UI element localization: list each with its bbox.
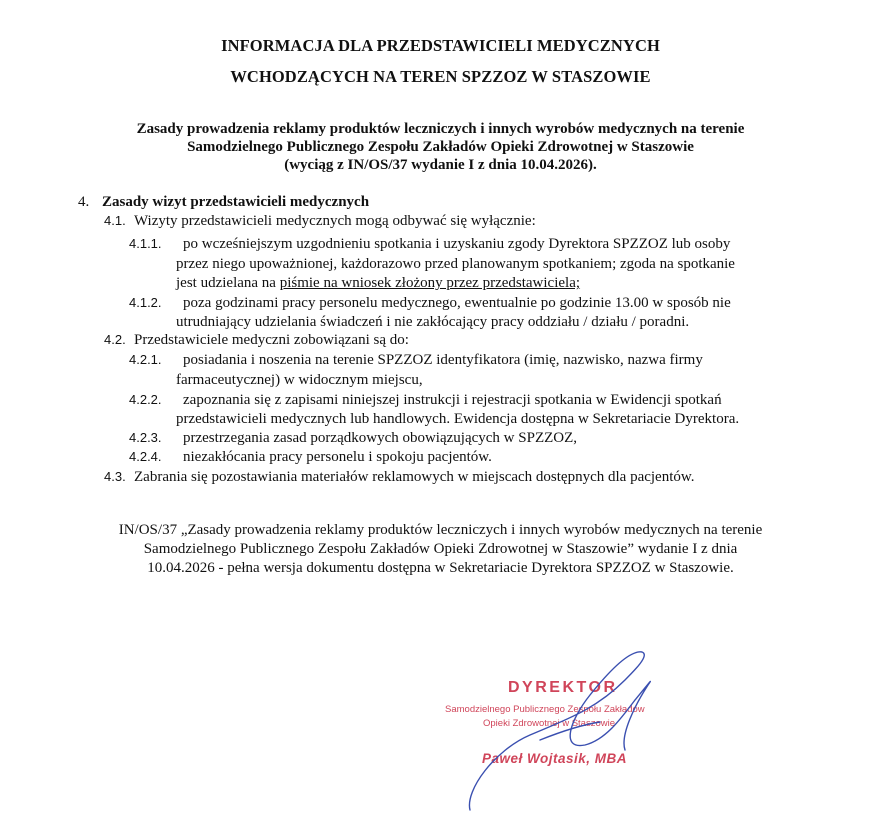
item-text-4-2-4: niezakłócania pracy personelu i spokoju pacjentów. bbox=[183, 449, 492, 465]
stamp-title: DYREKTOR bbox=[508, 679, 618, 696]
footer-line2: Samodzielnego Publicznego Zespołu Zakładów Opieki Zdrowotnej w Staszowie” wydanie I z dnia bbox=[143, 541, 738, 557]
item-text-4-1-2-line1: poza godzinami pracy personelu medycznego, ewentualnie po godzinie 13.00 w sposób nie bbox=[183, 295, 731, 311]
item-text-4-2-3: przestrzegania zasad porządkowych obowiązujących w SPZZOZ, bbox=[183, 430, 578, 446]
director-stamp bbox=[420, 640, 740, 820]
item-number-4-1: 4.1. bbox=[104, 213, 126, 228]
item-number-4-2-2: 4.2.2. bbox=[129, 392, 162, 407]
item-text-4-1-2-line2: utrudniający udzielania świadczeń i nie zakłócający pracy oddziału / działu / poradni. bbox=[176, 314, 690, 330]
item-text-4-2-1-line2: farmaceutycznej) w widocznym miejscu, bbox=[176, 372, 423, 388]
section-heading: Zasady wizyt przedstawicieli medycznych bbox=[102, 194, 370, 210]
document-title-line2: WCHODZĄCYCH NA TEREN SPZZOZ W STASZOWIE bbox=[230, 67, 651, 86]
item-number-4-1-2: 4.1.2. bbox=[129, 295, 162, 310]
item-number-4-1-1: 4.1.1. bbox=[129, 236, 162, 251]
item-text-4-1-1-line3 bbox=[176, 274, 580, 292]
stamp-line2: Opieki Zdrowotnej w Staszowie bbox=[483, 718, 615, 729]
section-number: 4. bbox=[78, 194, 90, 210]
subtitle-line3: (wyciąg z IN/OS/37 wydanie I z dnia 10.04.2026). bbox=[284, 157, 597, 173]
signature-icon bbox=[469, 652, 650, 810]
footer-line1: IN/OS/37 „Zasady prowadzenia reklamy produktów leczniczych i innych wyrobów medycznych na terenie bbox=[118, 522, 763, 538]
item-number-4-2-4: 4.2.4. bbox=[129, 449, 162, 464]
footer-line3: 10.04.2026 - pełna wersja dokumentu dostępna w Sekretariacie Dyrektora SPZZOZ w Staszowie. bbox=[147, 560, 734, 576]
item-text-4-1-1-line1: po wcześniejszym uzgodnieniu spotkania i uzyskaniu zgody Dyrektora SPZZOZ lub osoby bbox=[183, 236, 731, 252]
document-title-line1: INFORMACJA DLA PRZEDSTAWICIELI MEDYCZNYCH bbox=[221, 36, 660, 55]
item-number-4-3: 4.3. bbox=[104, 469, 126, 484]
item-number-4-2-1: 4.2.1. bbox=[129, 352, 162, 367]
item-text-4-2-2-line2: przedstawicieli medycznych lub handlowych. Ewidencja dostępna w Sekretariacie Dyrektora. bbox=[176, 411, 740, 427]
document-subtitle bbox=[0, 120, 881, 174]
document-footer bbox=[0, 521, 881, 578]
item-number-4-2-3: 4.2.3. bbox=[129, 430, 162, 445]
stamp-line1: Samodzielnego Publicznego Zespołu Zakładów bbox=[445, 704, 645, 715]
item-text-4-1-1-line2: przez niego upoważnionej, każdorazowo przed planowanym spotkaniem; zgoda na spotkanie bbox=[176, 256, 735, 272]
stamp-name: Paweł Wojtasik, MBA bbox=[482, 751, 628, 766]
subtitle-line2: Samodzielnego Publicznego Zespołu Zakładów Opieki Zdrowotnej w Staszowie bbox=[187, 139, 694, 155]
item-text-4-3: Zabrania się pozostawiania materiałów reklamowych w miejscach dostępnych dla pacjentów. bbox=[134, 469, 695, 485]
item-text-4-2-2-line1: zapoznania się z zapisami niniejszej instrukcji i rejestracji spotkania w Ewidencji spotkań bbox=[183, 392, 722, 408]
item-text-4-1-1-line3-a: jest udzielana na bbox=[176, 275, 280, 291]
subtitle-line1: Zasady prowadzenia reklamy produktów leczniczych i innych wyrobów medycznych na terenie bbox=[136, 121, 745, 137]
item-text-4-1-1-underlined: piśmie na wniosek złożony przez przedstawiciela; bbox=[279, 275, 581, 291]
item-text-4-1: Wizyty przedstawicieli medycznych mogą odbywać się wyłącznie: bbox=[134, 213, 536, 229]
item-number-4-2: 4.2. bbox=[104, 332, 126, 347]
item-text-4-2-1-line1: posiadania i noszenia na terenie SPZZOZ identyfikatora (imię, nazwisko, nazwa firmy bbox=[183, 352, 703, 368]
item-text-4-2: Przedstawiciele medyczni zobowiązani są do: bbox=[134, 332, 409, 348]
